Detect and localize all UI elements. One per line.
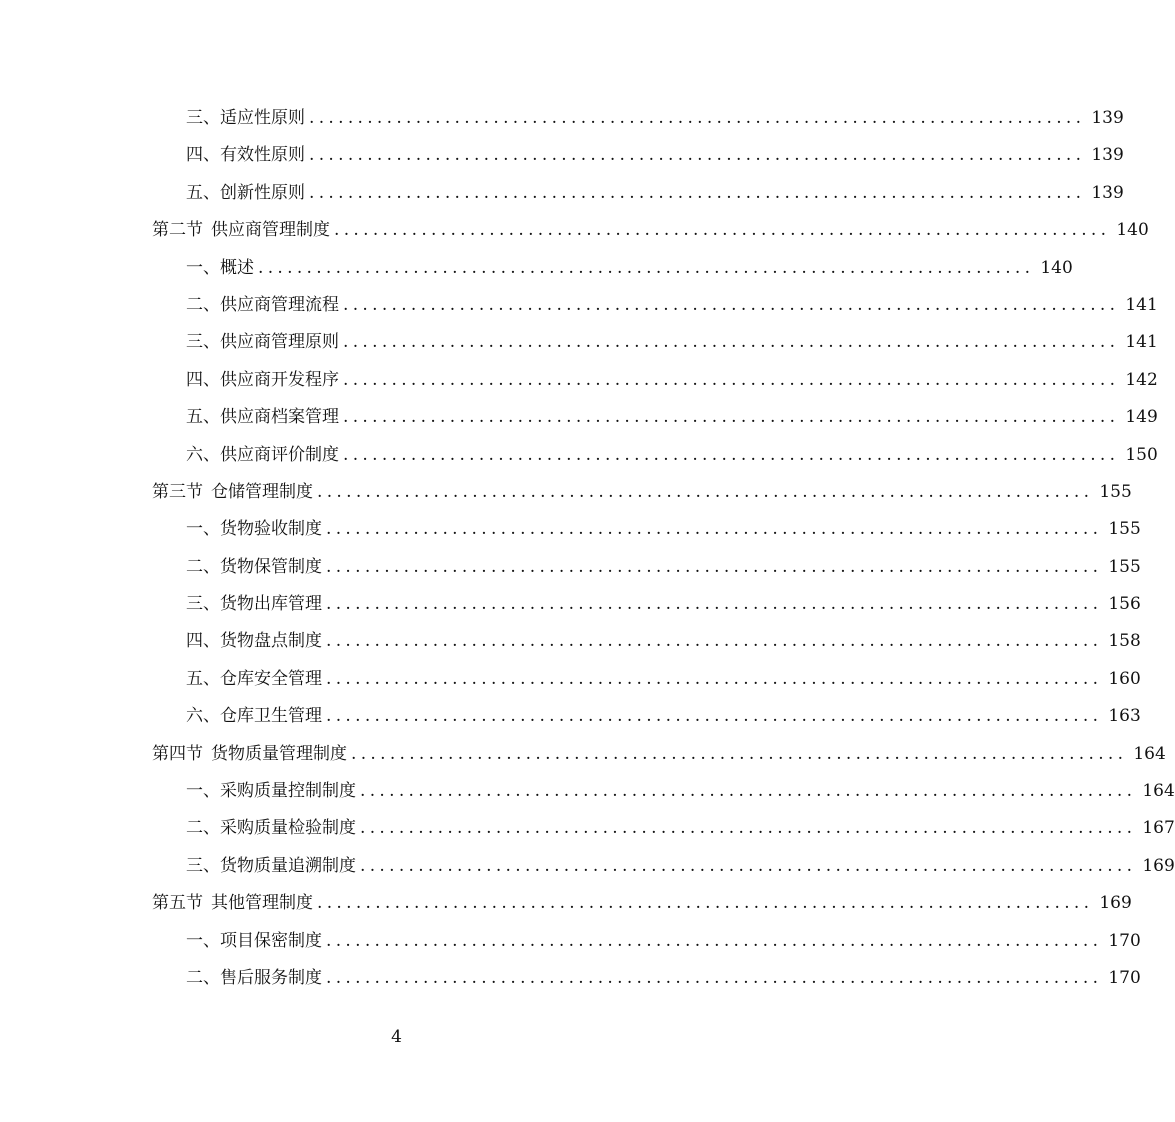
toc-page-number: 158: [1108, 631, 1141, 652]
toc-entry-text: 采购质量控制制度: [220, 781, 356, 802]
toc-dot-leader: ................................................................................: [343, 294, 1120, 315]
toc-dot-leader: ................................................................................: [258, 257, 1035, 278]
toc-entry-number: 二、: [186, 967, 220, 988]
toc-subsection-entry[interactable]: [0, 250, 1073, 287]
toc-dot-leader: ................................................................................: [326, 967, 1103, 988]
toc-entry-title: [152, 736, 347, 773]
toc-dot-leader: ................................................................................: [317, 893, 1094, 914]
toc-subsection-entry[interactable]: [0, 100, 1124, 137]
toc-entry-text: 供应商评价制度: [220, 444, 339, 465]
toc-entry-title: [186, 100, 305, 137]
toc-entry-text: 创新性原则: [220, 182, 305, 203]
toc-entry-number: 四、: [186, 369, 220, 390]
toc-page-number: 155: [1099, 481, 1132, 502]
toc-entry-text: 货物盘点制度: [220, 631, 322, 652]
toc-entry-text: 供应商管理制度: [211, 220, 330, 241]
toc-entry-text: 货物验收制度: [220, 519, 322, 540]
toc-page-number: 163: [1108, 706, 1141, 727]
toc-page-number: 170: [1108, 930, 1141, 951]
toc-dot-leader: ................................................................................: [360, 781, 1137, 802]
toc-entry-number: 三、: [186, 594, 220, 615]
toc-subsection-entry[interactable]: [0, 810, 1175, 847]
toc-dot-leader: ................................................................................: [343, 369, 1120, 390]
toc-subsection-entry[interactable]: [0, 437, 1158, 474]
toc-dot-leader: ................................................................................: [360, 855, 1137, 876]
table-of-contents: [0, 100, 1175, 997]
toc-subsection-entry[interactable]: [0, 175, 1124, 212]
toc-section-entry[interactable]: [0, 736, 1166, 773]
toc-entry-title: [186, 960, 322, 997]
toc-entry-text: 货物质量管理制度: [211, 743, 347, 764]
toc-entry-text: 仓库卫生管理: [220, 706, 322, 727]
toc-page-number: 142: [1125, 369, 1158, 390]
toc-page-number: 139: [1091, 182, 1124, 203]
toc-entry-title: [152, 212, 330, 249]
toc-entry-text: 仓库安全管理: [220, 668, 322, 689]
toc-entry-text: 项目保密制度: [220, 930, 322, 951]
toc-entry-text: 供应商开发程序: [220, 369, 339, 390]
toc-dot-leader: ................................................................................: [309, 108, 1086, 128]
toc-subsection-entry[interactable]: [0, 549, 1141, 586]
toc-entry-number: 一、: [186, 781, 220, 802]
toc-dot-leader: ................................................................................: [334, 220, 1111, 241]
toc-entry-title: [186, 324, 339, 361]
toc-section-entry[interactable]: [0, 212, 1149, 249]
toc-entry-title: [152, 474, 313, 511]
toc-section-entry[interactable]: [0, 885, 1132, 922]
toc-entry-title: [186, 287, 339, 324]
toc-entry-number: 第四节: [152, 743, 203, 764]
toc-entry-number: 三、: [186, 108, 220, 128]
toc-entry-text: 采购质量检验制度: [220, 818, 356, 839]
toc-page-number: 155: [1108, 556, 1141, 577]
toc-entry-text: 货物保管制度: [220, 556, 322, 577]
toc-entry-title: [186, 399, 339, 436]
toc-dot-leader: ................................................................................: [326, 631, 1103, 652]
toc-page-number: 160: [1108, 668, 1141, 689]
toc-dot-leader: ................................................................................: [326, 594, 1103, 615]
toc-subsection-entry[interactable]: [0, 137, 1124, 174]
toc-entry-title: [186, 250, 254, 287]
toc-entry-number: 第二节: [152, 220, 203, 241]
toc-entry-number: 一、: [186, 519, 220, 540]
toc-entry-title: [186, 437, 339, 474]
toc-entry-title: [152, 885, 313, 922]
page-number: 4: [391, 1027, 402, 1047]
toc-subsection-entry[interactable]: [0, 324, 1158, 361]
toc-entry-number: 二、: [186, 556, 220, 577]
toc-entry-number: 四、: [186, 631, 220, 652]
toc-entry-text: 货物出库管理: [220, 594, 322, 615]
toc-entry-title: [186, 549, 322, 586]
toc-entry-text: 仓储管理制度: [211, 481, 313, 502]
toc-entry-number: 五、: [186, 407, 220, 428]
toc-subsection-entry[interactable]: [0, 511, 1141, 548]
toc-page-number: 150: [1125, 444, 1158, 465]
toc-entry-text: 供应商管理流程: [220, 294, 339, 315]
toc-entry-number: 五、: [186, 668, 220, 689]
toc-dot-leader: ................................................................................: [343, 332, 1120, 353]
toc-subsection-entry[interactable]: [0, 623, 1141, 660]
toc-entry-number: 六、: [186, 444, 220, 465]
toc-subsection-entry[interactable]: [0, 287, 1158, 324]
toc-dot-leader: ................................................................................: [326, 556, 1103, 577]
toc-entry-title: [186, 661, 322, 698]
toc-page-number: 141: [1125, 294, 1158, 315]
toc-subsection-entry[interactable]: [0, 773, 1175, 810]
toc-page-number: 169: [1099, 893, 1132, 914]
toc-entry-number: 六、: [186, 706, 220, 727]
toc-entry-number: 三、: [186, 332, 220, 353]
toc-page-number: 149: [1125, 407, 1158, 428]
toc-entry-title: [186, 511, 322, 548]
toc-entry-title: [186, 586, 322, 623]
toc-dot-leader: ................................................................................: [309, 145, 1086, 166]
toc-entry-text: 供应商管理原则: [220, 332, 339, 353]
toc-entry-text: 售后服务制度: [220, 967, 322, 988]
toc-entry-text: 其他管理制度: [211, 893, 313, 914]
toc-subsection-entry[interactable]: [0, 960, 1141, 997]
toc-entry-number: 三、: [186, 855, 220, 876]
toc-entry-text: 供应商档案管理: [220, 407, 339, 428]
toc-page-number: 169: [1142, 855, 1175, 876]
toc-page-number: 167: [1142, 818, 1175, 839]
toc-entry-title: [186, 623, 322, 660]
toc-page-number: 139: [1091, 108, 1124, 128]
toc-subsection-entry[interactable]: [0, 362, 1158, 399]
toc-page-number: 155: [1108, 519, 1141, 540]
toc-entry-title: [186, 175, 305, 212]
toc-dot-leader: ................................................................................: [317, 481, 1094, 502]
toc-entry-number: 第三节: [152, 481, 203, 502]
toc-page-number: 140: [1116, 220, 1149, 241]
toc-entry-number: 二、: [186, 294, 220, 315]
toc-entry-text: 适应性原则: [220, 108, 305, 128]
toc-entry-text: 货物质量追溯制度: [220, 855, 356, 876]
toc-entry-text: 有效性原则: [220, 145, 305, 166]
toc-page-number: 164: [1142, 781, 1175, 802]
toc-page-number: 140: [1040, 257, 1073, 278]
toc-dot-leader: ................................................................................: [343, 444, 1120, 465]
toc-dot-leader: ................................................................................: [326, 706, 1103, 727]
toc-entry-title: [186, 362, 339, 399]
toc-dot-leader: ................................................................................: [343, 407, 1120, 428]
toc-entry-number: 第五节: [152, 893, 203, 914]
toc-dot-leader: ................................................................................: [326, 668, 1103, 689]
toc-dot-leader: ................................................................................: [360, 818, 1137, 839]
toc-subsection-entry[interactable]: [0, 923, 1141, 960]
toc-entry-title: [186, 773, 356, 810]
toc-entry-text: 概述: [220, 257, 254, 278]
toc-entry-title: [186, 810, 356, 847]
toc-page-number: 156: [1108, 594, 1141, 615]
toc-dot-leader: ................................................................................: [351, 743, 1128, 764]
toc-dot-leader: ................................................................................: [309, 182, 1086, 203]
toc-page-number: 170: [1108, 967, 1141, 988]
toc-entry-number: 四、: [186, 145, 220, 166]
toc-section-entry[interactable]: [0, 474, 1132, 511]
toc-subsection-entry[interactable]: [0, 586, 1141, 623]
toc-subsection-entry[interactable]: [0, 848, 1175, 885]
toc-subsection-entry[interactable]: [0, 661, 1141, 698]
toc-subsection-entry[interactable]: [0, 399, 1158, 436]
toc-dot-leader: ................................................................................: [326, 519, 1103, 540]
toc-page-number: 164: [1133, 743, 1166, 764]
toc-page-number: 141: [1125, 332, 1158, 353]
toc-entry-number: 五、: [186, 182, 220, 203]
toc-entry-title: [186, 848, 356, 885]
toc-entry-number: 一、: [186, 257, 220, 278]
toc-entry-number: 一、: [186, 930, 220, 951]
toc-entry-title: [186, 137, 305, 174]
toc-entry-number: 二、: [186, 818, 220, 839]
toc-entry-title: [186, 698, 322, 735]
toc-entry-title: [186, 923, 322, 960]
toc-subsection-entry[interactable]: [0, 698, 1141, 735]
toc-page-number: 139: [1091, 145, 1124, 166]
toc-dot-leader: ................................................................................: [326, 930, 1103, 951]
